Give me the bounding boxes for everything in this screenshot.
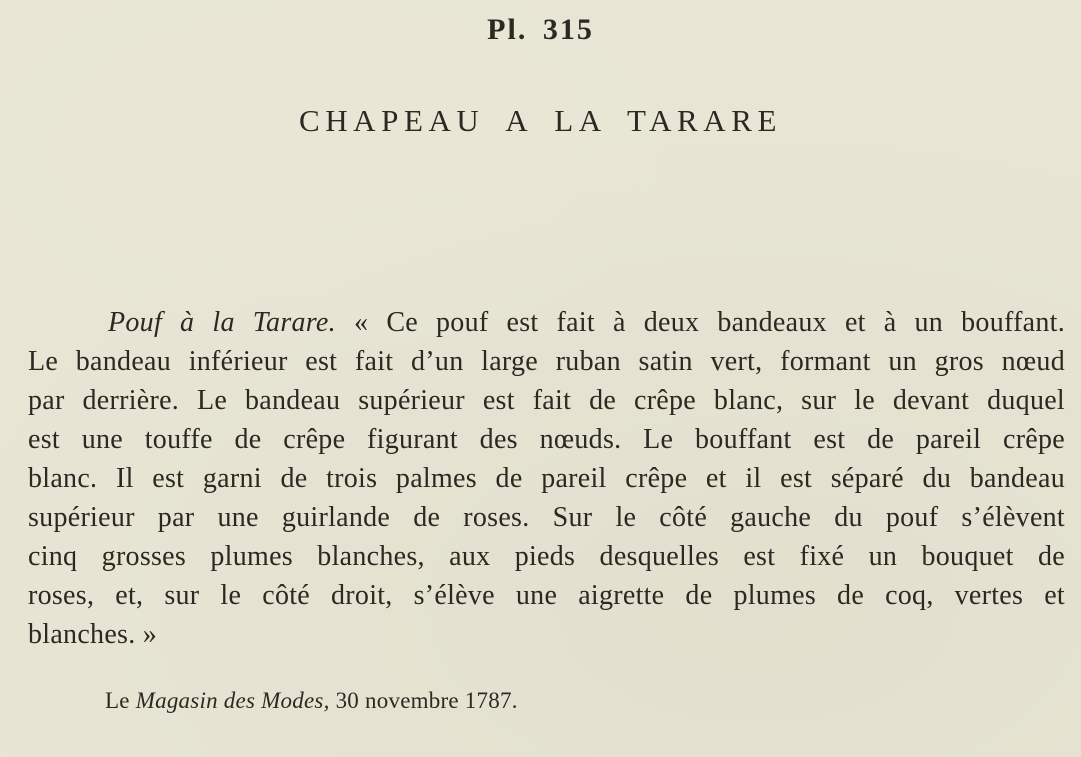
paragraph-line [28, 303, 1065, 342]
pouf-name-italic: Pouf à la Tarare. [108, 307, 336, 338]
citation-date: 30 novembre 1787. [335, 688, 518, 713]
plate-number: Pl. 315 [487, 13, 594, 46]
journal-name-italic: Magasin des Modes, [135, 688, 330, 713]
paragraph-line: roses, et, sur le côté droit, s’élève une aigrette de plumes de coq, vertes et [28, 580, 1065, 611]
page-title: CHAPEAU A LA TARARE [298, 103, 783, 138]
paragraph-line: par derrière. Le bandeau supérieur est fait de crêpe blanc, sur le devant duquel [28, 385, 1065, 416]
paragraph-line: Le bandeau inférieur est fait d’un large ruban satin vert, formant un gros nœud [28, 346, 1065, 377]
citation [105, 688, 518, 714]
description-paragraph [28, 303, 1065, 654]
paragraph-line-text: « Ce pouf est fait à deux bandeaux et à un bouffant. [353, 307, 1065, 338]
paragraph-line: blanc. Il est garni de trois palmes de pareil crêpe et il est séparé du bandeau [28, 463, 1065, 494]
paragraph-line: blanches. » [28, 619, 158, 650]
citation-prefix: Le [105, 688, 130, 713]
paragraph-line: cinq grosses plumes blanches, aux pieds desquelles est fixé un bouquet de [28, 541, 1065, 572]
paragraph-line: supérieur par une guirlande de roses. Sur le côté gauche du pouf s’élèvent [28, 502, 1065, 533]
paragraph-line: est une touffe de crêpe figurant des nœuds. Le bouffant est de pareil crêpe [28, 424, 1065, 455]
